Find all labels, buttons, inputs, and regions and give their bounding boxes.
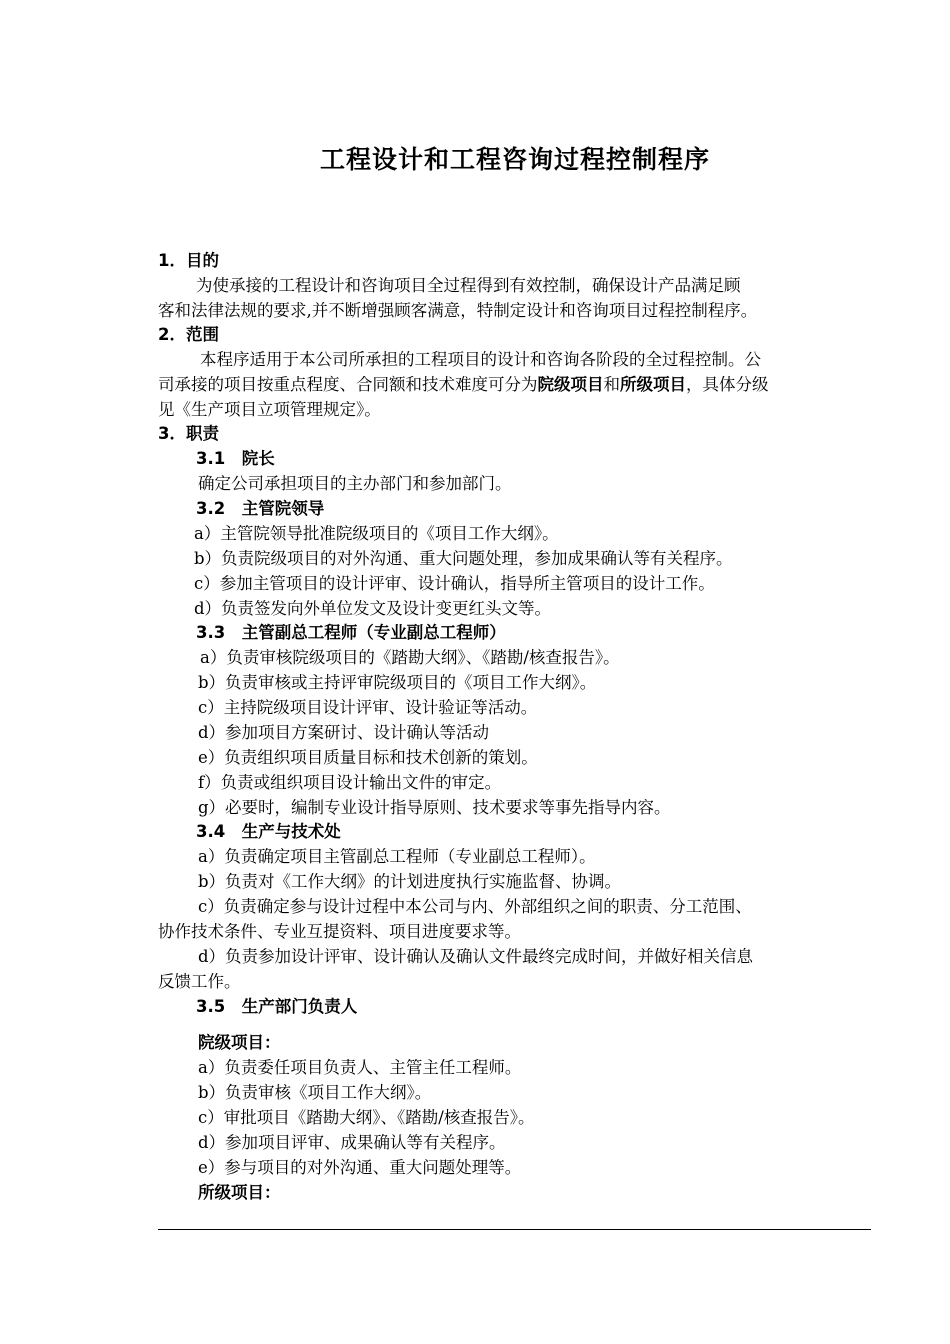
- list-item: b）负责审核《项目工作大纲》。: [198, 1083, 432, 1102]
- subsection-3-5-heading: 3.5 生产部门负责人: [196, 997, 358, 1016]
- list-item: f）负责或组织项目设计输出文件的审定。: [198, 773, 502, 792]
- list-item: a）负责委任项目负责人、主管主任工程师。: [198, 1058, 522, 1077]
- list-item: c）参加主管项目的设计评审、设计确认，指导所主管项目的设计工作。: [194, 574, 715, 593]
- emphasis-institute-level: 院级项目: [537, 375, 604, 394]
- section-1-heading: 1．目的: [158, 251, 219, 270]
- list-item-continuation: 反馈工作。: [158, 972, 241, 991]
- list-item: e）参与项目的对外沟通、重大问题处理等。: [198, 1158, 522, 1177]
- list-item: d）负责签发向外单位发文及设计变更红头文等。: [194, 599, 552, 618]
- subsection-3-2-heading: 3.2 主管院领导: [196, 499, 325, 518]
- list-item: c）负责确定参与设计过程中本公司与内、外部组织之间的职责、分工范围、: [198, 897, 752, 916]
- section-1-paragraph-line: 为使承接的工程设计和咨询项目全过程得到有效控制，确保设计产品满足顾: [196, 276, 741, 295]
- list-item: d）负责参加设计评审、设计确认及确认文件最终完成时间，并做好相关信息: [198, 947, 754, 966]
- footer-divider: [158, 1229, 871, 1230]
- list-item: g）必要时，编制专业设计指导原则、技术要求等事先指导内容。: [198, 798, 671, 817]
- section-2-paragraph-line: 司承接的项目按重点程度、合同额和技术难度可分为院级项目和所级项目，具体分级: [158, 375, 769, 394]
- list-item: d）参加项目评审、成果确认等有关程序。: [198, 1133, 506, 1152]
- list-item: 确定公司承担项目的主办部门和参加部门。: [198, 474, 512, 493]
- section-2-paragraph-line: 见《生产项目立项管理规定》。: [158, 400, 381, 419]
- list-item: e）负责组织项目质量目标和技术创新的策划。: [198, 748, 538, 767]
- subsection-3-1-heading: 3.1 院长: [196, 449, 275, 468]
- section-1-paragraph-line: 客和法律法规的要求,并不断增强顾客满意，特制定设计和咨询项目过程控制程序。: [158, 301, 758, 320]
- institute-level-label: 院级项目：: [198, 1033, 281, 1052]
- list-item: b）负责审核或主持评审院级项目的《项目工作大纲》。: [198, 673, 597, 692]
- subsection-3-3-heading: 3.3 主管副总工程师（专业副总工程师）: [196, 623, 506, 642]
- list-item: a）负责确定项目主管副总工程师（专业副总工程师）。: [198, 847, 596, 866]
- list-item: a）负责审核院级项目的《踏勘大纲》、《踏勘/核查报告》。: [200, 648, 620, 667]
- section-2-paragraph-line: 本程序适用于本公司所承担的工程项目的设计和咨询各阶段的全过程控制。公: [200, 350, 761, 369]
- list-item: b）负责院级项目的对外沟通、重大问题处理，参加成果确认等有关程序。: [194, 549, 733, 568]
- section-2-heading: 2．范围: [158, 325, 219, 344]
- subsection-3-4-heading: 3.4 生产与技术处: [196, 822, 341, 841]
- list-item: d）参加项目方案研讨、设计确认等活动: [198, 723, 490, 742]
- section-3-heading: 3．职责: [158, 424, 219, 443]
- list-item-continuation: 协作技术条件、专业互提资料、项目进度要求等。: [158, 922, 521, 941]
- division-level-label: 所级项目：: [198, 1183, 281, 1202]
- emphasis-division-level: 所级项目: [620, 375, 686, 394]
- list-item: c）主持院级项目设计评审、设计验证等活动。: [198, 698, 538, 717]
- document-title: 工程设计和工程咨询过程控制程序: [319, 145, 710, 174]
- list-item: a）主管院领导批准院级项目的《项目工作大纲》。: [194, 524, 559, 543]
- list-item: b）负责对《工作大纲》的计划进度执行实施监督、协调。: [198, 872, 622, 891]
- list-item: c）审批项目《踏勘大纲》、《踏勘/核查报告》。: [198, 1108, 535, 1127]
